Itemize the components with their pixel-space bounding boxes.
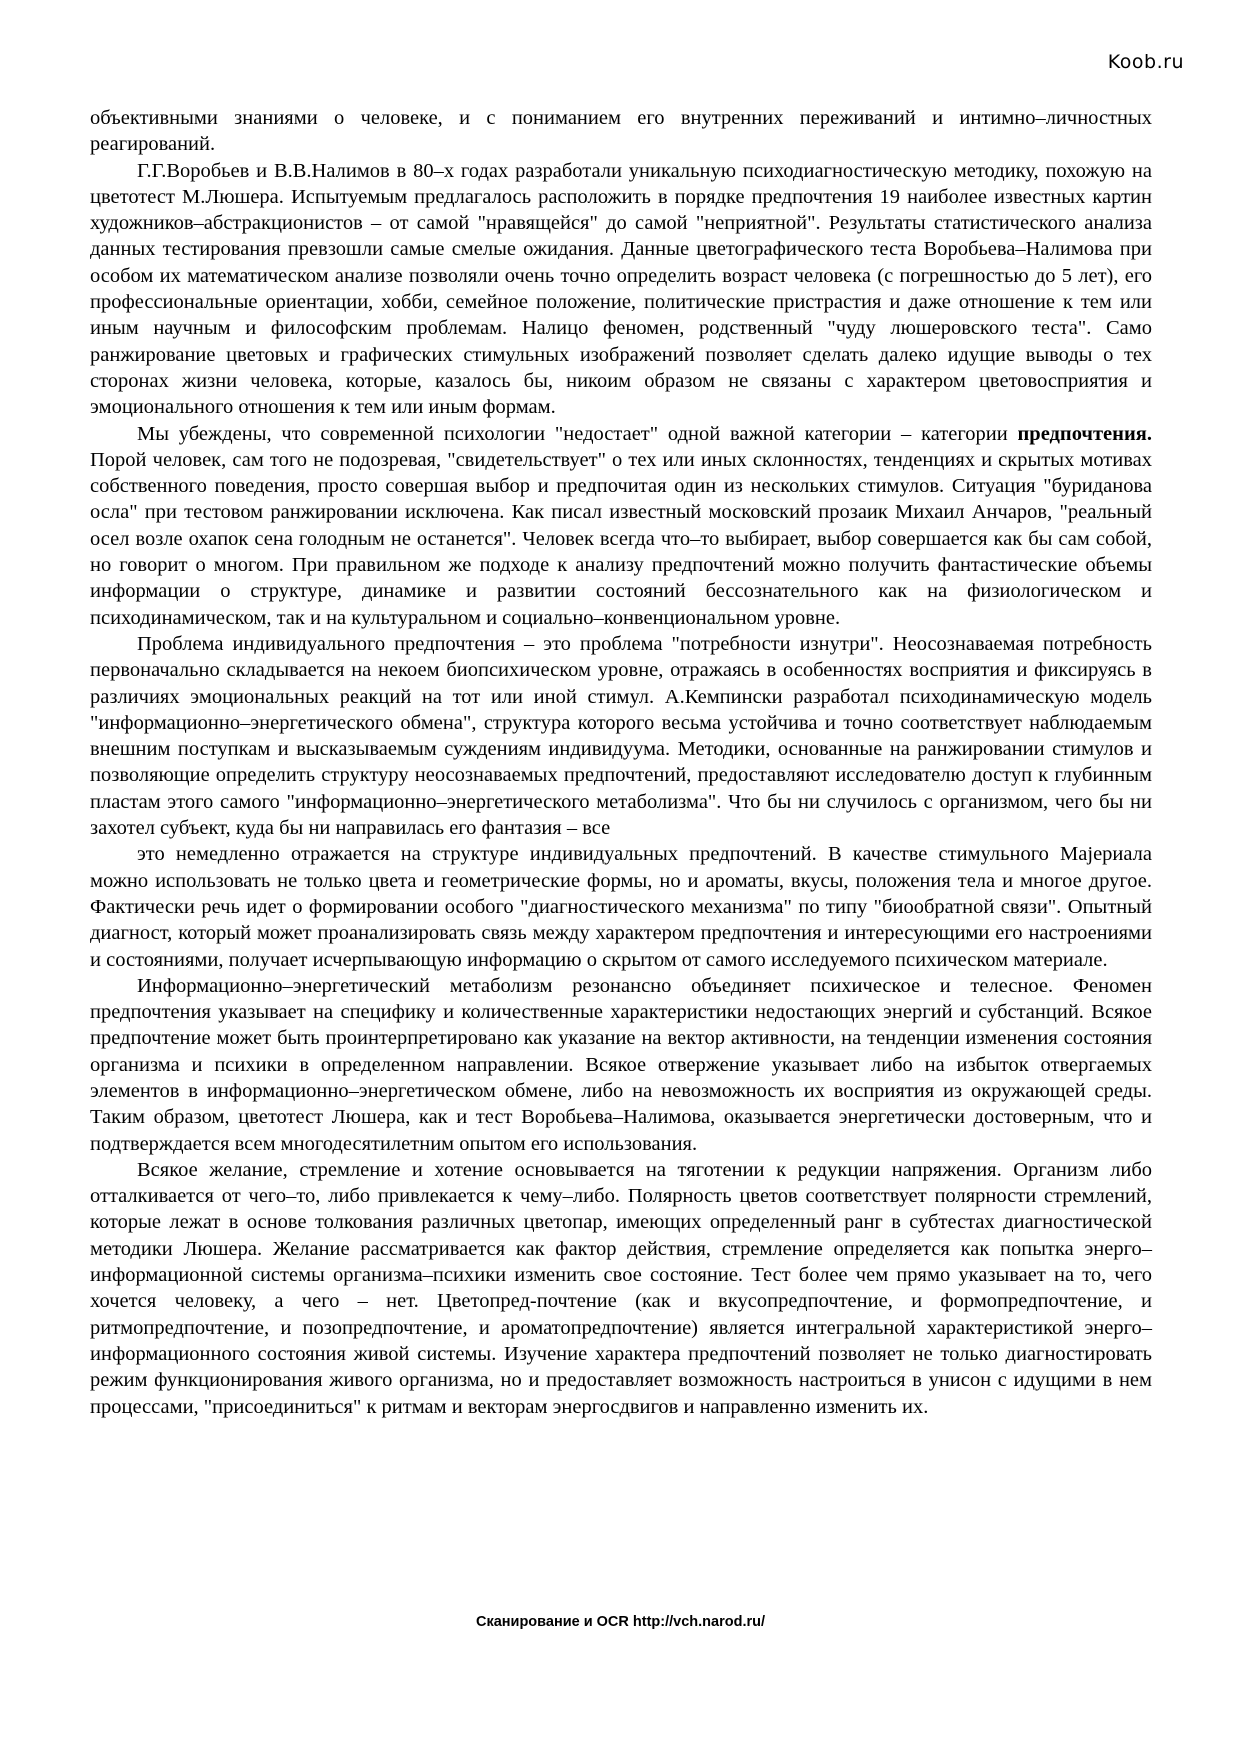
scan-credit-footer: Сканирование и OCR http://vch.narod.ru/	[475, 1614, 766, 1630]
site-name-header: Koob.ru	[1107, 51, 1184, 73]
bold-term-preference: предпочтения.	[1017, 422, 1152, 445]
paragraph-preference-category	[90, 421, 1152, 631]
paragraph-vorobyev-nalimov: Г.Г.Воробьев и В.В.Налимов в 80–х годах разработали уникальную психодиагностическую методику, похожую на цветотест М.Люшера. Испытуемым предлагалось расположить в порядке предпочтения 19 наиболее известных картин художников–абстракционистов – от самой "нравящейся" до самой "неприятной". Результаты статистического анализа данных тестирования превзошли самые смелые ожидания. Данные цветографического теста Воробьева–Налимова при особом их математическом анализе позволяли очень точно определить возраст человека (с погрешностью до 5 лет), его профессиональные ориентации, хобби, семейное положение, политические пристрастия и даже отношение к тем или иным научным и философским проблемам. Налицо феномен, родственный "чуду люшеровского теста". Само ранжирование цветовых и графических стимульных изображений позволяет сделать далеко идущие выводы о тех сторонах жизни человека, которые, казалось бы, никоим образом не связаны с характером цветовосприятия и эмоционального отношения к тем или иным формам.	[90, 159, 1152, 419]
paragraph-continuation: объективными знаниями о человеке, и с пониманием его внутренних переживаний и интимно–личностных реагирований.	[90, 107, 1152, 156]
document-body	[90, 105, 1152, 1420]
paragraph-individual-preference: Проблема индивидуального предпочтения – это проблема "потребности изнутри". Неосознаваемая потребность первоначально складывается на некоем биопсихическом уровне, отражаясь в особенностях восприятия и фиксируясь в различиях эмоциональных реакций на тот или иной стимул. А.Кемпински разработал психодинамическую модель "информационно–энергетического обмена", структура которого весьма устойчива и точно соответствует наблюдаемым внешним поступкам и высказываемым суждениям индивидуума. Методики, основанные на ранжировании стимулов и позволяющие определить структуру неосознаваемых предпочтений, предоставляют исследователю доступ к глубинным пластам этого самого "информационно–энергетического метаболизма". Что бы ни случилось с организмом, чего бы ни захотел субъект, куда бы ни направилась его фантазия – все	[90, 632, 1152, 840]
paragraph-energy-metabolism: Информационно–энергетический метаболизм резонансно объединяет психическое и телесное. Феномен предпочтения указывает на специфику и количественные характеристики недостающих энергий и субстанций. Всякое предпочтение может быть проинтерпретировано как указание на вектор активности, на тенденции изменения состояния организма и психики в определенном направлении. Всякое отвержение указывает либо на избыток отвергаемых элементов в информационно–энергетическом обмене, либо на невозможность их восприятия из окружающей среды. Таким образом, цветотест Люшера, как и тест Воробьева–Налимова, оказывается энергетически достоверным, что и подтверждается всем многодесятилетним опытом его использования.	[90, 974, 1152, 1155]
paragraph-stimulus-material: это немедленно отражается на структуре индивидуальных предпочтений. В качестве стимульного Мајериала можно использовать не только цвета и геометрические формы, но и ароматы, вкусы, положения тела и многое другое. Фактически речь идет о формировании особого "диагностического механизма" по типу "биообратной связи". Опытный диагност, который может проанализировать связь между характером предпочтения и интересующими его настроениями и состояниями, получает исчерпывающую информацию о скрытом от самого исследуемого психическом материале.	[90, 843, 1152, 971]
paragraph-desire-tension: Всякое желание, стремление и хотение основывается на тяготении к редукции напряжения. Организм либо отталкивается от чего–то, либо привлекается к чему–либо. Полярность цветов соответствует полярности стремлений, которые лежат в основе толкования различных цветопар, имеющих определенный ранг в субтестах диагностической методики Люшера. Желание рассматривается как фактор действия, стремление определяется как попытка энерго–информационной системы организма–психики изменить свое состояние. Тест более чем прямо указывает на то, чего хочется человеку, а чего – нет. Цветопред-почтение (как и вкусопредпочтение, и формопредпочтение, и ритмопредпочтение, и позопредпочтение, и ароматопредпочтение) является интегральной характеристикой энерго–информационного состояния живой системы. Изучение характера предпочтений позволяет не только диагностировать режим функционирования живого организма, но и предоставляет возможность настроиться в унисон с идущими в нем процессами, "присоединиться" к ритмам и векторам энергосдвигов и направленно изменить их.	[90, 1158, 1152, 1418]
paragraph-text-after: Порой человек, сам того не подозревая, "свидетельствует" о тех или иных склонностях, тенденциях и скрытых мотивах собственного поведения, просто совершая выбор и предпочитая один из нескольких стимулов. Ситуация "буриданова осла" при тестовом ранжировании исключена. Как писал известный московский прозаик Михаил Анчаров, "реальный осел возле охапок сена голодным не останется". Человек всегда что–то выбирает, выбор совершается как бы сам собой, но говорит о многом. При правильном же подходе к анализу предпочтений можно получить фантастические объемы информации о структуре, динамике и развитии состояний бессознательного как на физиологическом и психодинамическом, так и на культуральном и социально–конвенциональном уровне.	[90, 448, 1152, 629]
paragraph-text-before: Мы убеждены, что современной психологии "недостает" одной важной категории – категории	[137, 422, 1018, 445]
